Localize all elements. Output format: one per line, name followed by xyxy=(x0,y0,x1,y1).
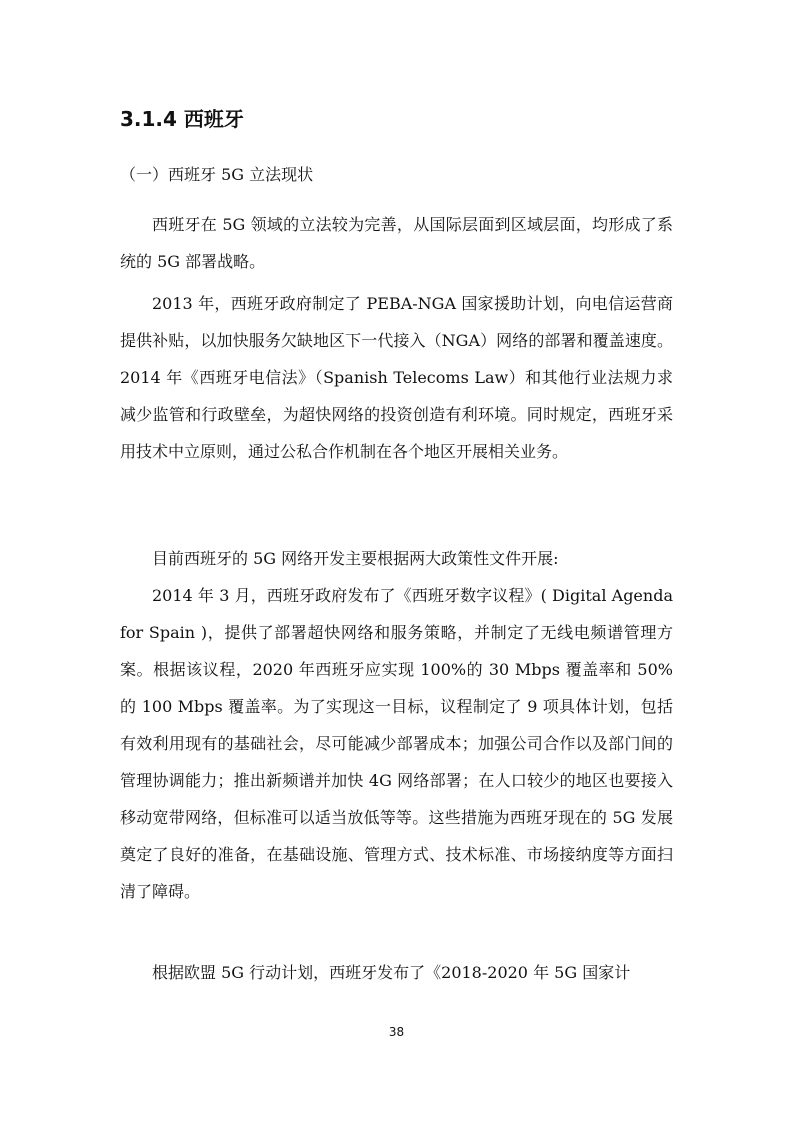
page-number: 38 xyxy=(388,1025,405,1039)
paragraph-digital-agenda: 2014 年 3 月，西班牙政府发布了《西班牙数字议程》( Digital Agenda for Spain )，提供了部署超快网络和服务策略，并制定了无线电频谱管理方案。根据该议程，2020 年西班牙应实现 100%的 30 Mbps 覆盖率和 50%的 100 Mbps 覆盖率。为了实现这一目标，议程制定了 9 项具体计划，包括有效利用现有的基础社会，尽可能减少部署成本；加强公司合作以及部门间的管理协调能力；推出新频谱并加快 4G 网络部署；在人口较少的地区也要接入移动宽带网络，但标准可以适当放低等等。这些措施为西班牙现在的 5G 发展奠定了良好的准备，在基础设施、管理方式、技术标准、市场接纳度等方面扫清了障碍。 xyxy=(120,586,673,901)
subsection-heading: （一）西班牙 5G 立法现状 xyxy=(120,165,314,184)
paragraph-legislation-overview: 西班牙在 5G 领域的立法较为完善，从国际层面到区域层面，均形成了系统的 5G 部署战略。 xyxy=(120,215,673,271)
section-heading: 3.1.4 西班牙 xyxy=(120,107,244,131)
paragraph-peba-nga-plan: 2013 年，西班牙政府制定了 PEBA-NGA 国家援助计划，向电信运营商提供补贴，以加快服务欠缺地区下一代接入（NGA）网络的部署和覆盖速度。2014 年《西班牙电信法》（Spanish Telecoms Law）和其他行业法规力求减少监管和行政壁垒，为超快网络的投资创造有利环境。同时规定，西班牙采用技术中立原则，通过公私合作机制在各个地区开展相关业务。 xyxy=(120,294,673,461)
paragraph-policy-intro: 目前西班牙的 5G 网络开发主要根据两大政策性文件开展: xyxy=(152,549,559,568)
paragraph-5g-national-plan: 根据欧盟 5G 行动计划，西班牙发布了《2018-2020 年 5G 国家计 xyxy=(152,963,631,982)
